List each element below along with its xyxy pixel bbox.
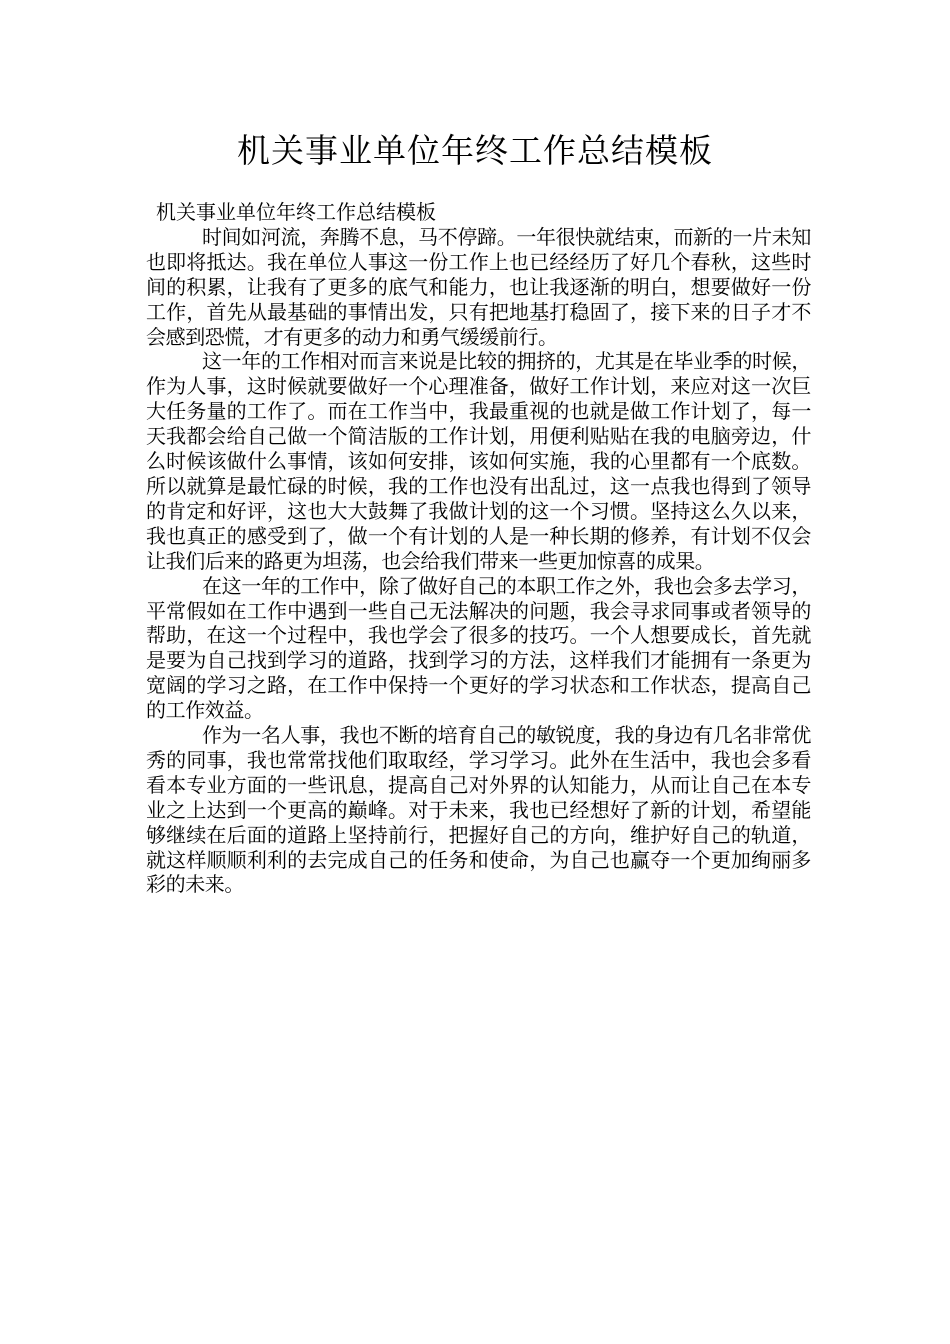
document-subtitle: 机关事业单位年终工作总结模板: [156, 200, 436, 224]
document-body: [146, 200, 811, 897]
body-paragraph: 这一年的工作相对而言来说是比较的拥挤的，尤其是在毕业季的时候，作为人事，这时候就要做好一个心理准备，做好工作计划，来应对这一次巨大任务量的工作了。而在工作当中，我最重视的也就是做工作计划了，每一天我都会给自己做一个简洁版的工作计划，用便利贴贴在我的电脑旁边，什么时候该做什么事情，该如何安排，该如何实施，我的心里都有一个底数。所以就算是最忙碌的时候，我的工作也没有出乱过，这一点我也得到了领导的肯定和好评，这也大大鼓舞了我做计划的这一个习惯。坚持这么久以来，我也真正的感受到了，做一个有计划的人是一种长期的修养，有计划不仅会让我们后来的路更为坦荡，也会给我们带来一些更加惊喜的成果。: [146, 349, 811, 573]
body-paragraph: 在这一年的工作中，除了做好自己的本职工作之外，我也会多去学习，平常假如在工作中遇到一些自己无法解决的问题，我会寻求同事或者领导的帮助，在这一个过程中，我也学会了很多的技巧。一个人想要成长，首先就是要为自己找到学习的道路，找到学习的方法，这样我们才能拥有一条更为宽阔的学习之路，在工作中保持一个更好的学习状态和工作状态，提高自己的工作效益。: [146, 573, 811, 723]
body-paragraph: 作为一名人事，我也不断的培育自己的敏锐度，我的身边有几名非常优秀的同事，我也常常找他们取取经，学习学习。此外在生活中，我也会多看看本专业方面的一些讯息，提高自己对外界的认知能力，从而让自己在本专业之上达到一个更高的巅峰。对于未来，我也已经想好了新的计划，希望能够继续在后面的道路上坚持前行，把握好自己的方向，维护好自己的轨道，就这样顺顺利利的去完成自己的任务和使命，为自己也赢夺一个更加绚丽多彩的未来。: [146, 723, 811, 897]
document-title: 机关事业单位年终工作总结模板: [237, 131, 713, 170]
body-paragraph: 时间如河流，奔腾不息，马不停蹄。一年很快就结束，而新的一片未知也即将抵达。我在单位人事这一份工作上也已经经历了好几个春秋，这些时间的积累，让我有了更多的底气和能力，也让我逐渐的明白，想要做好一份工作，首先从最基础的事情出发，只有把地基打稳固了，接下来的日子才不会感到恐慌，才有更多的动力和勇气缓缓前行。: [146, 224, 811, 349]
